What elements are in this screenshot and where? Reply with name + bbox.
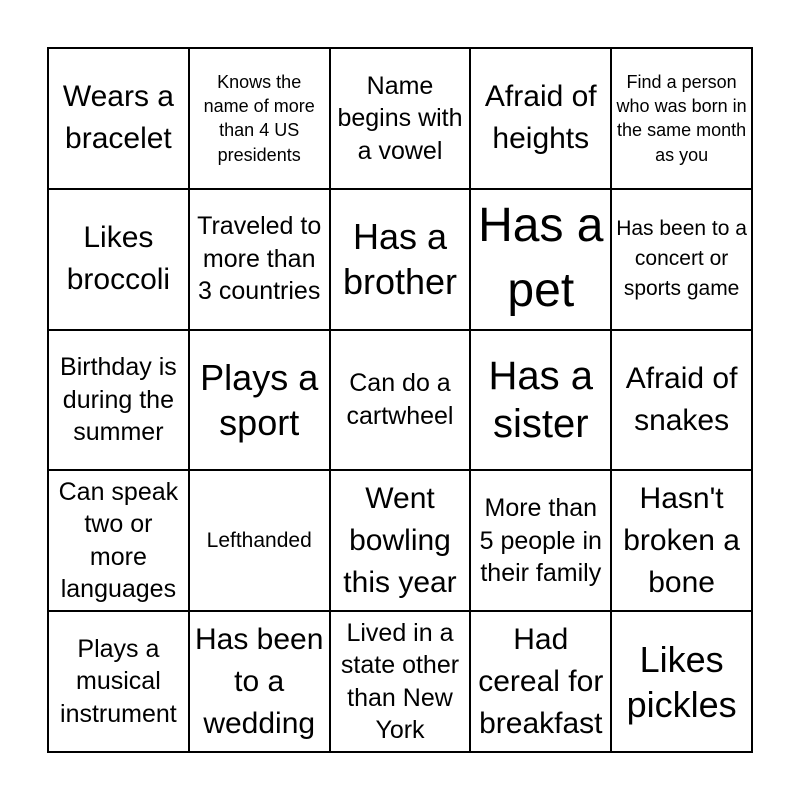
bingo-cell[interactable] bbox=[48, 470, 189, 611]
bingo-cell[interactable] bbox=[470, 330, 611, 471]
bingo-board bbox=[47, 47, 753, 753]
bingo-cell[interactable] bbox=[611, 470, 752, 611]
bingo-cell[interactable] bbox=[189, 48, 330, 189]
bingo-cell-label: Traveled to more than 3 countries bbox=[197, 212, 322, 306]
bingo-cell-label: Plays a sport bbox=[200, 356, 319, 443]
bingo-cell-label: Had cereal for breakfast bbox=[478, 622, 604, 740]
bingo-cell-label: Can do a cartwheel bbox=[346, 369, 454, 430]
bingo-cell-label: Lived in a state other than New York bbox=[340, 618, 460, 745]
bingo-cell-label: Knows the name of more than 4 US presidents bbox=[203, 71, 315, 165]
bingo-cell-label: Likes pickles bbox=[626, 638, 737, 725]
bingo-cell[interactable] bbox=[611, 189, 752, 330]
bingo-cell[interactable] bbox=[330, 470, 471, 611]
bingo-cell[interactable] bbox=[470, 470, 611, 611]
bingo-cell-label: Has a sister bbox=[488, 353, 594, 446]
bingo-cell[interactable] bbox=[189, 189, 330, 330]
bingo-cell[interactable] bbox=[48, 48, 189, 189]
bingo-cell-label: Lefthanded bbox=[206, 528, 312, 552]
bingo-cell-label: More than 5 people in their family bbox=[479, 494, 602, 588]
bingo-cell[interactable] bbox=[330, 330, 471, 471]
bingo-cell[interactable] bbox=[470, 611, 611, 752]
bingo-cell[interactable] bbox=[189, 330, 330, 471]
bingo-cell-label: Birthday is during the summer bbox=[60, 353, 177, 447]
bingo-cell-label: Has a pet bbox=[478, 199, 604, 318]
bingo-cell[interactable] bbox=[48, 189, 189, 330]
bingo-cell-label: Find a person who was born in the same month as you bbox=[616, 71, 747, 165]
bingo-cell-label: Afraid of heights bbox=[484, 80, 597, 156]
bingo-cell[interactable] bbox=[330, 189, 471, 330]
bingo-cell-label: Hasn't broken a bone bbox=[623, 481, 740, 599]
bingo-cell[interactable] bbox=[330, 48, 471, 189]
bingo-cell-label: Has been to a concert or sports game bbox=[616, 216, 747, 301]
bingo-cell-label: Has a brother bbox=[342, 216, 458, 303]
bingo-cell[interactable] bbox=[189, 470, 330, 611]
bingo-cell[interactable] bbox=[470, 189, 611, 330]
bingo-cell-label: Likes broccoli bbox=[66, 221, 171, 297]
bingo-cell[interactable] bbox=[611, 330, 752, 471]
bingo-cell-label: Name begins with a vowel bbox=[337, 71, 463, 165]
bingo-cell-label: Can speak two or more languages bbox=[58, 477, 179, 604]
bingo-cell-label: Went bowling this year bbox=[343, 481, 457, 599]
bingo-cell[interactable] bbox=[330, 611, 471, 752]
bingo-cell[interactable] bbox=[611, 611, 752, 752]
bingo-cell-label: Wears a bracelet bbox=[62, 80, 174, 156]
bingo-cell[interactable] bbox=[611, 48, 752, 189]
bingo-cell-label: Afraid of snakes bbox=[625, 361, 738, 437]
bingo-cell[interactable] bbox=[470, 48, 611, 189]
bingo-cell-label: Has been to a wedding bbox=[194, 622, 324, 740]
bingo-cell[interactable] bbox=[189, 611, 330, 752]
bingo-cell-label: Plays a musical instrument bbox=[60, 634, 177, 728]
bingo-cell[interactable] bbox=[48, 330, 189, 471]
bingo-cell[interactable] bbox=[48, 611, 189, 752]
